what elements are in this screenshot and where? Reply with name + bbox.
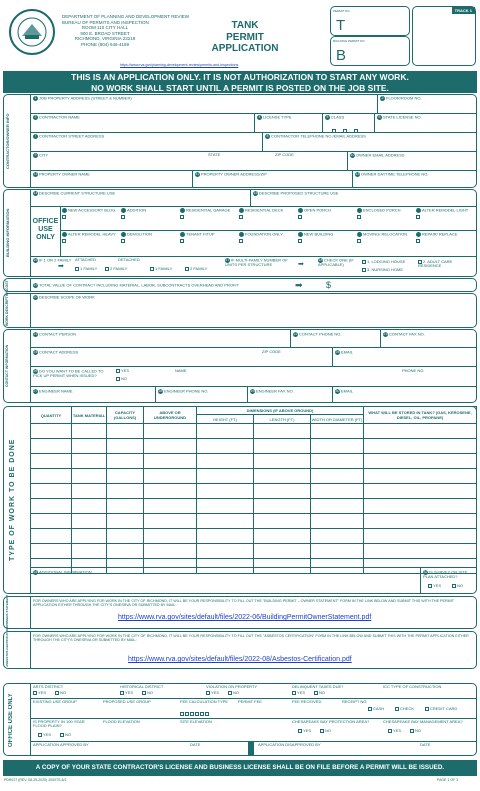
building-permit-value: B (336, 47, 347, 64)
table-cell[interactable] (364, 454, 477, 469)
contractor-street-label: 7 CONTRACTOR STREET ADDRESS (34, 133, 105, 139)
work-type-label: OPEN PORCH (304, 207, 331, 213)
asbestos-text: FOR OWNERS WHO ARE APPLYING FOR WORK IN THE CITY OF RICHMOND, IT WILL BE YOUR RESPONSIBILITY TO FILL OUT THE "ASBESTOS CERTIFICATION" FORM IN THE LINK BELOW AND SUBMIT THIS WITH THE PERMIT APPLICATION EITHER THROUGH THE CITY'S ONESRVA OR SUBMITTED BY MAIL: (33, 634, 469, 643)
survey-question: 32 IS SURVEY OR SITE PLAN ATTACHED? (423, 569, 468, 579)
contact-person-label: 21 CONTACT PERSON (33, 331, 76, 337)
col-length: LENGTH (FT) (254, 415, 311, 424)
table-cell[interactable] (144, 499, 197, 514)
street: 900 E. BROAD STREET (80, 30, 130, 36)
permits-url[interactable]: https://www.rva.gov/planning-development-review/permits-and-inspections (120, 63, 239, 67)
table-cell[interactable] (107, 454, 144, 469)
work-type-label: REPAIR/ REPLACE (422, 231, 458, 237)
table-cell[interactable] (31, 544, 72, 559)
type-side-label: TYPE OF WORK TO BE DONE (9, 438, 16, 562)
table-cell[interactable] (311, 499, 364, 514)
table-cell[interactable] (144, 514, 197, 529)
banner-line-1: THIS IS AN APPLICATION ONLY. IT IS NOT AUTHORIZATION TO START ANY WORK. (71, 72, 409, 82)
footer-banner: A COPY OF YOUR STATE CONTRACTOR'S LICENSE AND BUSINESS LICENSE SHALL BE ON FILE BEFORE A PERMIT WILL BE ISSUED. (3, 760, 477, 776)
table-cell[interactable] (144, 439, 197, 454)
yes-checkbox[interactable]: YES (206, 691, 219, 695)
survey-yes[interactable]: YES (428, 584, 441, 588)
top-banner (3, 71, 477, 93)
table-cell[interactable] (144, 484, 197, 499)
work-type-checkbox[interactable] (121, 215, 125, 219)
table-cell[interactable] (311, 529, 364, 544)
no-checkbox[interactable]: NO (60, 733, 71, 737)
table-cell[interactable] (107, 559, 144, 574)
table-cell[interactable] (31, 469, 72, 484)
work-type-marker (357, 232, 362, 237)
state-license-label: 6 STATE LICENSE NO. (378, 114, 422, 120)
col-height: HEIGHT (FT) (197, 415, 254, 424)
work-type-option[interactable] (239, 232, 294, 243)
table-cell[interactable] (254, 499, 311, 514)
table-cell[interactable] (364, 499, 477, 514)
title-line-3: APPLICATION (211, 43, 279, 54)
work-type-label: NEW BUILDING (304, 231, 334, 237)
permit-no-value: T (336, 17, 346, 34)
table-cell[interactable] (72, 469, 107, 484)
work-type-checkbox[interactable] (357, 239, 361, 243)
table-cell[interactable] (107, 544, 144, 559)
bureau-name: BUREAU OF PERMITS AND INSPECTION (62, 19, 149, 25)
table-cell[interactable] (197, 559, 254, 574)
table-cell[interactable] (311, 424, 364, 439)
work-type-option[interactable] (416, 208, 471, 219)
table-cell[interactable] (107, 469, 144, 484)
office-side-label: OFFICE USE ONLY (8, 693, 14, 747)
credit-card-option[interactable]: CREDIT CARD (425, 707, 457, 711)
office-field-label: ARTS DISTRICT (33, 684, 64, 689)
table-cell[interactable] (144, 469, 197, 484)
table-cell[interactable] (197, 484, 254, 499)
office-field-label: CHESAPEAKE BAY MANAGEMENT AREA? (383, 719, 463, 724)
table-cell[interactable] (311, 439, 364, 454)
owners-side-label: OWNERS STATEMENT (5, 594, 9, 627)
yes-checkbox[interactable]: YES (33, 691, 46, 695)
city-state-zip: RICHMOND, VIRGINIA 23219 (74, 36, 136, 42)
no-checkbox[interactable]: NO (320, 729, 331, 733)
asbestos-link[interactable]: https://www.rva.gov/sites/default/files/2022-08/Asbestos-Certification.pdf (128, 656, 352, 663)
table-cell[interactable] (254, 544, 311, 559)
cost-label: 19 TOTAL VALUE OF CONTRACT INCLUDING MATERIAL, LABOR, SUBCONTRACTS OVERHEAD AND PROFIT (33, 282, 239, 288)
work-type-marker (239, 232, 244, 237)
contact-email-label: 25 EMAIL (335, 349, 354, 355)
engineer-name-label: 27 ENGINEER NAME (33, 388, 73, 394)
survey-no[interactable]: NO (452, 584, 463, 588)
family-2-attached[interactable]: 2 FAMILY (105, 267, 127, 271)
work-type-marker (121, 232, 126, 237)
tank-table-header (31, 407, 477, 415)
col-dimensions: DIMENSIONS (IF ABOVE GROUND) (197, 407, 364, 415)
office-field-label: EXISTING USE GROUP (33, 699, 77, 704)
office-field-label: SITE ELEVATION (180, 719, 212, 724)
col-quantity: QUANTITY (31, 407, 72, 424)
cash-option[interactable]: CASH (368, 707, 384, 711)
table-cell[interactable] (311, 454, 364, 469)
dept-phone: PHONE (804) 646-4169 (80, 41, 130, 47)
work-type-label: MOVING/ RELOCATION (363, 231, 408, 237)
class-label: 5 CLASS (326, 114, 345, 120)
work-type-option[interactable] (416, 232, 471, 243)
table-cell[interactable] (72, 499, 107, 514)
approved-by-label: APPLICATION APPROVED BY (33, 742, 89, 747)
lodging-option[interactable]: 1. LODGING HOUSE (362, 260, 405, 264)
work-type-label: ENCLOSED PORCH (363, 207, 401, 213)
work-type-marker (298, 208, 303, 213)
table-cell[interactable] (254, 439, 311, 454)
dept-name: DEPARTMENT OF PLANNING AND DEVELOPMENT REVIEW (62, 14, 189, 19)
table-row[interactable] (31, 454, 477, 469)
table-cell[interactable] (144, 529, 197, 544)
table-cell[interactable] (72, 439, 107, 454)
work-type-checkbox[interactable] (62, 215, 66, 219)
table-cell[interactable] (72, 544, 107, 559)
owner-phone-label: 13 OWNER DAYTIME TELEPHONE NO. (355, 171, 429, 177)
check-one-label: 18 CHECK ONE (IF APPLICABLE) (318, 257, 354, 267)
office-field-label: IS PROPERTY IN 100 YEAR FLOOD PLAIN? (33, 719, 85, 729)
table-cell[interactable] (364, 484, 477, 499)
work-type-label: FOUNDATION ONLY (245, 231, 283, 237)
work-type-marker (416, 208, 421, 213)
table-cell[interactable] (31, 454, 72, 469)
scope-label: 20 DESCRIBE SCOPE OF WORK (33, 294, 95, 300)
asbestos-side-label: ASBESTOS CERTIFICATION (5, 626, 9, 667)
work-type-checkbox[interactable] (298, 239, 302, 243)
detached-label: DETACHED (118, 257, 140, 262)
table-row[interactable] (31, 424, 477, 439)
adult-care-option[interactable]: 2. ADULT CARE RESIDENCE (418, 259, 453, 269)
cost-arrow-icon: ➡ (295, 280, 303, 290)
table-cell[interactable] (144, 424, 197, 439)
table-cell[interactable] (197, 424, 254, 439)
approved-date-label: DATE (190, 742, 201, 747)
table-cell[interactable] (107, 529, 144, 544)
currency-symbol: $ (326, 280, 332, 290)
table-cell[interactable] (31, 514, 72, 529)
table-cell[interactable] (144, 559, 197, 574)
table-cell[interactable] (72, 424, 107, 439)
no-checkbox[interactable]: NO (55, 691, 66, 695)
family-2-detached[interactable]: 2 FAMILY (185, 267, 207, 271)
office-field-label: FEE CALCULATION TYPE (180, 699, 229, 704)
table-cell[interactable] (197, 469, 254, 484)
table-cell[interactable] (31, 424, 72, 439)
work-type-option[interactable] (357, 208, 412, 219)
table-row[interactable] (31, 529, 477, 544)
table-cell[interactable] (31, 439, 72, 454)
table-cell[interactable] (254, 484, 311, 499)
owner-name-label: 11 PROPERTY OWNER NAME (33, 171, 90, 177)
office-field-label: HISTORICAL DISTRICT (120, 684, 164, 689)
yes-checkbox[interactable]: YES (298, 729, 311, 733)
table-cell[interactable] (197, 529, 254, 544)
table-cell[interactable] (254, 559, 311, 574)
table-row[interactable] (31, 514, 477, 529)
units-label: 17 IF MULTI-FAMILY NUMBER OF UNITS PER STRUCTURE (225, 257, 288, 267)
check-option[interactable]: CHECK (395, 707, 414, 711)
work-type-checkbox[interactable] (239, 215, 243, 219)
office-use-only-label: OFFICE USE ONLY (32, 218, 59, 241)
job-address-label: 1 JOB PROPERTY ADDRESS (STREET & NUMBER) (34, 95, 132, 101)
pickup-name-label: NAME (175, 368, 187, 373)
work-type-checkbox[interactable] (298, 215, 302, 219)
room: ROOM 110 CITY HALL (81, 25, 129, 31)
work-type-checkbox[interactable] (121, 239, 125, 243)
proposed-use-label: 15 DESCRIBE PROPOSED STRUCTURE USE (253, 190, 339, 196)
table-row[interactable] (31, 499, 477, 514)
office-field-label: VIOLATION ON PROPERTY (206, 684, 258, 689)
table-cell[interactable] (197, 499, 254, 514)
table-cell[interactable] (311, 514, 364, 529)
work-type-label: NEW ACCESSORY BLDG. (68, 207, 117, 213)
col-above-under: ABOVE OR UNDERGROUND (144, 407, 197, 424)
table-row[interactable] (31, 484, 477, 499)
col-capacity: CAPACITY (GALLONS) (107, 407, 144, 424)
attached-label: ATTACHED (75, 257, 96, 262)
work-type-marker (416, 232, 421, 237)
form-title (200, 20, 290, 55)
table-cell[interactable] (31, 529, 72, 544)
city-seal-logo (8, 8, 56, 56)
col-material: TANK MATERIAL (72, 407, 107, 424)
disapproved-date-label: DATE (420, 742, 431, 747)
col-stored: WHAT WILL BE STORED IN TANK? (GAS, KEROSENE, DIESEL, OIL, PROPANE) (364, 407, 477, 424)
city-label: 9 CITY (34, 152, 49, 158)
table-cell[interactable] (254, 469, 311, 484)
table-row[interactable] (31, 439, 477, 454)
table-cell[interactable] (197, 544, 254, 559)
table-cell[interactable] (107, 514, 144, 529)
form-number: PDR027 (REV. 08-25-2020) 2000TS-6/1 (4, 778, 67, 782)
pickup-no[interactable]: NO (116, 377, 127, 381)
owner-address-label: 12 PROPERTY OWNER ADDRESS/ZIP (195, 171, 267, 177)
track-label: TRACK 1 (452, 7, 475, 14)
nursing-option[interactable]: 3. NURSING HOME (362, 268, 403, 272)
table-cell[interactable] (364, 529, 477, 544)
yes-checkbox[interactable]: YES (38, 733, 51, 737)
table-cell[interactable] (254, 514, 311, 529)
work-type-label: RESIDENTIAL DECK (245, 207, 284, 213)
tank-table (30, 406, 477, 574)
table-cell[interactable] (107, 499, 144, 514)
work-type-checkbox[interactable] (357, 215, 361, 219)
work-type-marker (357, 208, 362, 213)
table-cell[interactable] (254, 424, 311, 439)
contractor-phone-label: 8 CONTRACTOR TELEPHONE NO./EMAIL ADDRESS (266, 133, 366, 139)
office-field-label: CHESAPEAKE BAY PROTECTION AREA? (292, 719, 370, 724)
work-type-option[interactable] (180, 208, 235, 219)
fee-calc-boxes[interactable] (180, 712, 210, 716)
contractor-name-label: 3 CONTRACTOR NAME (34, 114, 80, 120)
license-type-label: 4 LICENSE TYPE (258, 114, 292, 120)
table-cell[interactable] (311, 544, 364, 559)
title-line-2: PERMIT (226, 31, 264, 43)
table-cell[interactable] (364, 439, 477, 454)
table-cell[interactable] (107, 484, 144, 499)
owner-email-label: 10 OWNER EMAIL ADDRESS (350, 152, 405, 158)
table-cell[interactable] (364, 514, 477, 529)
office-field-label: FLOOD ELEVATION (103, 719, 140, 724)
pickup-yes[interactable]: YES (116, 369, 129, 373)
work-type-marker (62, 208, 67, 213)
work-type-label: ALTER REMODEL LIGHT (422, 207, 469, 213)
work-type-marker (298, 232, 303, 237)
no-checkbox[interactable]: NO (142, 691, 153, 695)
work-type-option[interactable] (298, 232, 353, 243)
table-row[interactable] (31, 469, 477, 484)
work-type-option[interactable] (121, 208, 176, 219)
no-checkbox[interactable]: NO (314, 691, 325, 695)
table-cell[interactable] (72, 484, 107, 499)
work-type-checkbox[interactable] (416, 239, 420, 243)
building-permit-label: BUILDING PERMIT NO. (333, 39, 366, 43)
current-use-label: 14 DESCRIBE CURRENT STRUCTURE USE (33, 190, 116, 196)
table-cell[interactable] (72, 454, 107, 469)
building-permit-box[interactable] (330, 36, 410, 66)
engineer-email-label: 30 EMAIL (335, 388, 354, 394)
units-arrow-icon: ➡ (298, 261, 304, 268)
yes-checkbox[interactable]: YES (292, 691, 305, 695)
table-cell[interactable] (364, 544, 477, 559)
work-type-checkbox[interactable] (239, 239, 243, 243)
table-cell[interactable] (31, 484, 72, 499)
disapproved-by-label: APPLICATION DISAPPROVED BY (258, 742, 321, 747)
table-cell[interactable] (144, 454, 197, 469)
office-field-label: PERMIT FEE (238, 699, 262, 704)
table-cell[interactable] (197, 514, 254, 529)
building-side-label: BUILDING INFORMATION (5, 208, 10, 258)
contact-address-label: 24 CONTACT ADDRESS (33, 349, 79, 355)
work-type-option[interactable] (239, 208, 294, 219)
table-cell[interactable] (144, 544, 197, 559)
work-type-label: DEMOLITION (127, 231, 152, 237)
work-type-marker (180, 232, 185, 237)
additional-info-label: 31 ADDITIONAL INFORMATION (33, 569, 92, 575)
table-cell[interactable] (197, 454, 254, 469)
contact-side-label: CONTACT INFORMATION (5, 344, 9, 388)
cost-side-label: COST (5, 280, 9, 290)
yes-checkbox[interactable]: YES (120, 691, 133, 695)
title-line-1: TANK (231, 20, 259, 31)
work-type-checkbox[interactable] (416, 215, 420, 219)
work-type-label: ADDITION (127, 207, 147, 213)
no-checkbox[interactable]: NO (228, 691, 239, 695)
engineer-phone-label: 28 ENGINEER PHONE NO. (158, 388, 209, 394)
work-type-option[interactable] (62, 208, 117, 219)
table-cell[interactable] (197, 439, 254, 454)
table-cell[interactable] (107, 439, 144, 454)
dept-address-block (62, 14, 189, 48)
office-field-label: DELINQUENT TAXES DUE? (292, 684, 344, 689)
family-1-attached[interactable]: 1 FAMILY (75, 267, 97, 271)
work-type-option[interactable] (298, 208, 353, 219)
owners-statement-link[interactable]: https://www.rva.gov/sites/default/files/2022-06/BuildingPermitOwnerStatement.pdf (118, 614, 372, 621)
work-type-marker (239, 208, 244, 213)
table-cell[interactable] (254, 529, 311, 544)
family-question: 16 IF 1 OR 2 FAMILY (33, 257, 72, 263)
work-type-marker (62, 232, 67, 237)
table-cell[interactable] (311, 484, 364, 499)
banner-line-2: NO WORK SHALL START UNTIL A PERMIT IS POSTED ON THE JOB SITE. (91, 82, 389, 93)
permit-no-box[interactable] (330, 6, 410, 36)
zip-label: ZIP CODE (275, 152, 294, 157)
contact-zip-label: ZIP CODE (262, 349, 281, 354)
office-field-label: RECEIPT NO. (342, 699, 368, 704)
table-row[interactable] (31, 544, 477, 559)
work-type-option[interactable] (62, 232, 117, 243)
engineer-fax-label: 29 ENGINEER FAX NO. (250, 388, 294, 394)
floor-label: 2 FLOOR/ROOM NO. (381, 95, 422, 101)
contact-fax-label: 23 CONTACT FAX NO. (383, 331, 425, 337)
family-1-detached[interactable]: 1 FAMILY (150, 267, 172, 271)
table-cell[interactable] (364, 424, 477, 439)
page-number: PAGE 1 OF 3 (437, 778, 459, 782)
work-type-option[interactable] (121, 232, 176, 243)
work-type-checkbox[interactable] (180, 215, 184, 219)
table-cell[interactable] (72, 514, 107, 529)
pickup-phone-label: PHONE NO. (402, 368, 425, 373)
table-row[interactable] (31, 559, 477, 574)
no-checkbox[interactable]: NO (410, 729, 421, 733)
table-cell[interactable] (311, 559, 364, 574)
work-type-label: ALTER REMODEL HEAVY (68, 231, 116, 237)
office-field-label: PROPOSED USE GROUP (103, 699, 151, 704)
work-type-marker (180, 208, 185, 213)
contractor-side-label: CONTRACTOR/OWNER INFO (5, 113, 10, 169)
work-type-checkbox[interactable] (62, 239, 66, 243)
table-cell[interactable] (31, 499, 72, 514)
table-cell[interactable] (72, 529, 107, 544)
contact-phone-label: 22 CONTACT PHONE NO. (293, 331, 342, 337)
track-box (412, 6, 476, 66)
work-type-marker (121, 208, 126, 213)
office-field-label: ICC TYPE OF CONSTRUCTION (383, 684, 442, 689)
work-type-label: RESIDENTIAL GARAGE (186, 207, 231, 213)
table-cell[interactable] (254, 454, 311, 469)
col-width: WIDTH OR DIAMETER (FT) (311, 416, 363, 422)
family-arrow-icon: ➡ (58, 263, 64, 270)
table-cell[interactable] (364, 469, 477, 484)
state-label: STATE (208, 152, 221, 157)
work-side-label: WORK DESCRIPTION (5, 290, 9, 326)
work-type-option[interactable] (180, 232, 235, 243)
office-divider (248, 741, 254, 756)
owners-text: FOR OWNERS WHO ARE APPLYING FOR WORK IN THE CITY OF RICHMOND, IT WILL BE YOUR RESPONSIBILITY TO FILL OUT THE "BUILDING PERMIT – OWNER STATEMENT" FORM IN THE LINK BELOW AND SUBMIT THIS WITH THE PERMIT APPLICATION EITHER THROUGH THE CITY'S ONESRVA OR SUBMITTED BY MAIL: (33, 599, 454, 608)
yes-checkbox[interactable]: YES (388, 729, 401, 733)
permit-no-label: PERMIT NO. (333, 9, 351, 13)
work-type-option[interactable] (357, 232, 412, 243)
office-field-label: FEE RECEIVED (292, 699, 322, 704)
work-type-checkbox[interactable] (180, 239, 184, 243)
work-type-label: TENANT FITUP (186, 231, 215, 237)
table-cell[interactable] (311, 469, 364, 484)
pickup-question: 26 DO YOU WANT TO BE CALLED TO PICK UP PERMIT WHEN ISSUED? (33, 368, 104, 378)
table-cell[interactable] (107, 424, 144, 439)
